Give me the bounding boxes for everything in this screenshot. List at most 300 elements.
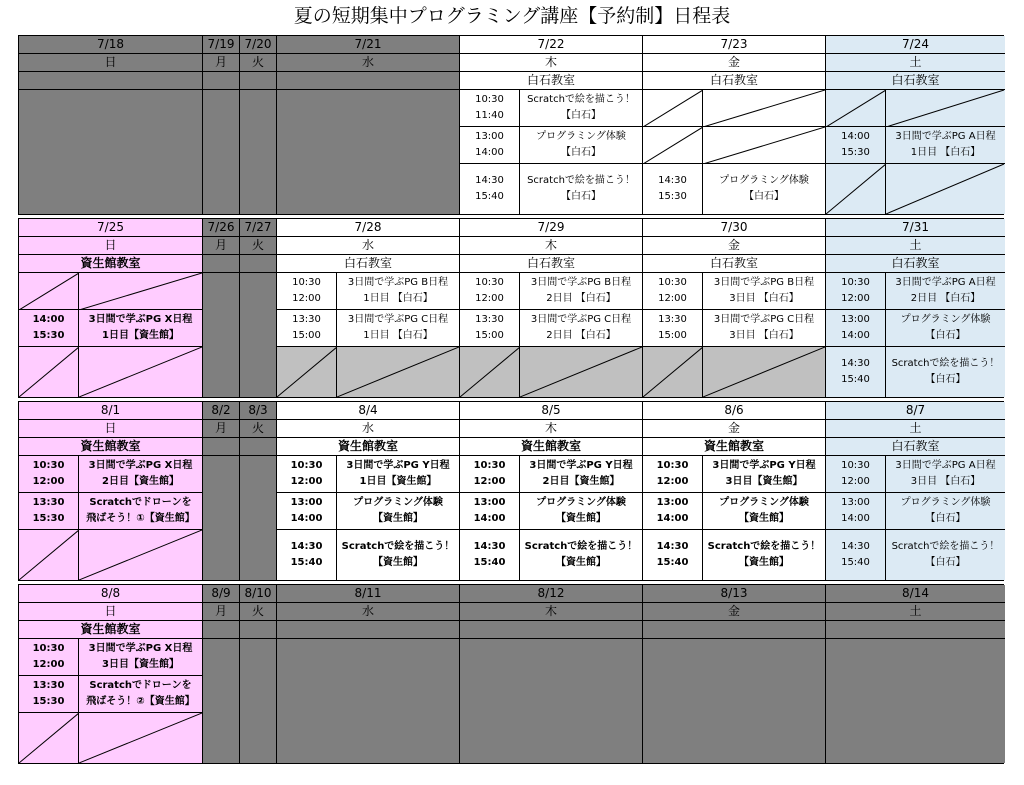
- weekday-cell: 水: [277, 54, 459, 72]
- unavailable-desc: [79, 530, 202, 580]
- weekday-cell: 火: [240, 420, 276, 438]
- unavailable-slash: [703, 127, 825, 163]
- date-cell: 7/25: [19, 219, 202, 237]
- slot-time: [643, 273, 703, 309]
- weekday-cell: 金: [643, 237, 825, 255]
- classroom-cell: 白石教室: [643, 72, 825, 90]
- unavailable-time: [19, 347, 79, 397]
- day-column: [460, 219, 643, 397]
- course-detail: 【資生館】: [373, 557, 423, 568]
- date-cell: 7/31: [826, 219, 1005, 237]
- weekday-cell: 金: [643, 603, 825, 621]
- course-detail: 【資生館】: [556, 513, 606, 524]
- unavailable-time: [643, 90, 703, 126]
- course-title: プログラミング体験: [719, 497, 809, 508]
- unavailable-slash: [643, 127, 702, 163]
- slot-description: [79, 456, 202, 492]
- weekday-cell: 月: [203, 420, 239, 438]
- weekday-cell: 土: [826, 420, 1005, 438]
- slot-time: [277, 273, 337, 309]
- end-time: 14:00: [475, 147, 504, 158]
- course-detail: 3日目【資生館】: [725, 476, 803, 487]
- end-time: 15:00: [658, 330, 687, 341]
- slot-description: [337, 493, 459, 529]
- slot-description: [79, 310, 202, 346]
- classroom-cell: 資生館教室: [19, 255, 202, 273]
- class-slot[interactable]: [826, 456, 1005, 493]
- course-title: プログラミング体験: [536, 497, 626, 508]
- unavailable-slot: [826, 90, 1005, 127]
- course-title: プログラミング体験: [900, 497, 991, 508]
- weekday-cell: 月: [203, 54, 239, 72]
- end-time: 15:30: [658, 191, 687, 202]
- weekday-cell: 水: [277, 237, 459, 255]
- start-time: 14:30: [841, 358, 870, 369]
- classroom-cell: [643, 621, 825, 639]
- date-cell: 8/13: [643, 585, 825, 603]
- slot-time: [277, 493, 337, 529]
- unavailable-slot: [643, 127, 825, 164]
- classroom-cell: [826, 621, 1005, 639]
- end-time: 12:00: [292, 293, 321, 304]
- classroom-cell: 白石教室: [643, 255, 825, 273]
- course-title: Scratchでドローンを: [89, 497, 192, 508]
- date-cell: 7/24: [826, 36, 1005, 54]
- class-slot[interactable]: [643, 456, 825, 493]
- day-column: [240, 36, 277, 214]
- course-title: 3日間で学ぶPG Y日程: [712, 460, 816, 471]
- weekday-cell: 火: [240, 603, 276, 621]
- course-detail: 1日目【資生館】: [102, 330, 179, 341]
- course-detail: 3日目 【白石】: [729, 293, 799, 304]
- slot-description: [337, 273, 459, 309]
- course-title: 3日間で学ぶPG C日程: [347, 314, 449, 325]
- date-cell: 8/5: [460, 402, 642, 420]
- start-time: 14:00: [32, 314, 65, 325]
- end-time: 12:00: [473, 476, 506, 487]
- weekday-cell: 日: [19, 603, 202, 621]
- classroom-cell: [240, 438, 276, 456]
- classroom-cell: [460, 621, 642, 639]
- day-column: [277, 219, 460, 397]
- class-slot[interactable]: [643, 273, 825, 310]
- weekday-cell: 木: [460, 420, 642, 438]
- course-title: 3日間で学ぶPG B日程: [713, 277, 815, 288]
- slot-description: [520, 273, 642, 309]
- weekday-cell: 土: [826, 603, 1005, 621]
- start-time: 10:30: [475, 94, 504, 105]
- class-slot[interactable]: [643, 530, 825, 580]
- unavailable-slash: [643, 90, 702, 126]
- end-time: 12:00: [290, 476, 323, 487]
- weekday-cell: 金: [643, 420, 825, 438]
- date-cell: 7/19: [203, 36, 239, 54]
- start-time: 13:00: [475, 131, 504, 142]
- weekday-cell: 火: [240, 54, 276, 72]
- slot-description: [337, 456, 459, 492]
- end-time: 12:00: [475, 293, 504, 304]
- end-time: 15:40: [656, 557, 689, 568]
- weekday-cell: 木: [460, 237, 642, 255]
- course-title: 3日間で学ぶPG X日程: [88, 314, 193, 325]
- course-detail: 【白石】: [925, 557, 966, 568]
- weekday-cell: 木: [460, 603, 642, 621]
- class-slot[interactable]: [826, 347, 1005, 397]
- unavailable-slash: [19, 347, 78, 397]
- start-time: 10:30: [32, 643, 65, 654]
- course-detail: 2日目【資生館】: [102, 476, 179, 487]
- weekday-cell: 土: [826, 54, 1005, 72]
- unavailable-desc: [337, 347, 459, 397]
- unavailable-desc: [79, 713, 202, 763]
- slot-time: [643, 493, 703, 529]
- end-time: 12:00: [32, 476, 65, 487]
- start-time: 10:30: [841, 460, 870, 471]
- start-time: 13:00: [841, 314, 870, 325]
- date-cell: 7/22: [460, 36, 642, 54]
- classroom-cell: 白石教室: [826, 72, 1005, 90]
- slot-time: [643, 310, 703, 346]
- course-detail: 2日目 【白石】: [546, 330, 616, 341]
- unavailable-slot: [460, 347, 642, 397]
- slot-time: [19, 676, 79, 712]
- day-column: [19, 585, 203, 763]
- end-time: 14:00: [656, 513, 689, 524]
- start-time: 13:30: [32, 497, 65, 508]
- unavailable-slot: [826, 164, 1005, 214]
- course-detail: 【白石】: [561, 110, 601, 121]
- class-slot[interactable]: [643, 164, 825, 214]
- unavailable-slash: [643, 347, 702, 397]
- date-cell: 7/29: [460, 219, 642, 237]
- date-cell: 8/3: [240, 402, 276, 420]
- end-time: 15:30: [32, 513, 65, 524]
- unavailable-slash: [19, 273, 78, 309]
- slot-description: [886, 347, 1005, 397]
- day-column: [240, 402, 277, 580]
- unavailable-slash: [886, 164, 1005, 214]
- slot-time: [460, 164, 520, 214]
- class-slot[interactable]: [277, 493, 459, 530]
- unavailable-desc: [703, 127, 825, 163]
- slot-description: [703, 164, 825, 214]
- course-title: 3日間で学ぶPG B日程: [530, 277, 632, 288]
- unavailable-slot: [643, 90, 825, 127]
- unavailable-slash: [886, 90, 1005, 126]
- weekday-cell: 木: [460, 54, 642, 72]
- start-time: 13:00: [656, 497, 689, 508]
- class-slot[interactable]: [643, 310, 825, 347]
- slot-time: [277, 530, 337, 580]
- slot-time: [277, 310, 337, 346]
- start-time: 14:30: [658, 175, 687, 186]
- day-column: [460, 402, 643, 580]
- day-column: [240, 219, 277, 397]
- weekday-cell: 火: [240, 237, 276, 255]
- day-column: [19, 219, 203, 397]
- course-detail: 【白石】: [925, 513, 966, 524]
- course-title: 3日間で学ぶPG B日程: [347, 277, 449, 288]
- day-column: [203, 585, 240, 763]
- course-title: 3日間で学ぶPG X日程: [88, 460, 193, 471]
- unavailable-time: [19, 273, 79, 309]
- course-detail: 飛ばそう！①【資生館】: [86, 513, 195, 524]
- unavailable-desc: [703, 90, 825, 126]
- classroom-cell: [203, 621, 239, 639]
- slot-time: [643, 530, 703, 580]
- date-cell: 8/11: [277, 585, 459, 603]
- unavailable-slot: [19, 273, 202, 310]
- date-cell: 7/21: [277, 36, 459, 54]
- slot-description: [886, 530, 1005, 580]
- classroom-cell: [203, 72, 239, 90]
- course-detail: 3日目 【白石】: [910, 476, 981, 487]
- unavailable-slash: [337, 347, 459, 397]
- course-detail: 2日目 【白石】: [910, 293, 981, 304]
- class-slot[interactable]: [277, 310, 459, 347]
- end-time: 15:30: [32, 696, 65, 707]
- course-title: Scratchで絵を描こう！: [527, 175, 635, 186]
- class-slot[interactable]: [460, 456, 642, 493]
- classroom-cell: 資生館教室: [19, 621, 202, 639]
- unavailable-slot: [19, 530, 202, 580]
- slot-time: [826, 530, 886, 580]
- class-slot[interactable]: [460, 164, 642, 214]
- slot-time: [826, 456, 886, 492]
- course-title: 3日間で学ぶPG Y日程: [346, 460, 450, 471]
- class-slot[interactable]: [277, 456, 459, 493]
- slot-description: [703, 530, 825, 580]
- day-column: [203, 219, 240, 397]
- slot-description: [520, 456, 642, 492]
- class-slot[interactable]: [460, 127, 642, 164]
- unavailable-desc: [79, 273, 202, 309]
- class-slot[interactable]: [460, 90, 642, 127]
- course-title: プログラミング体験: [900, 314, 991, 325]
- course-title: 3日間で学ぶPG Y日程: [529, 460, 633, 471]
- unavailable-slot: [277, 347, 459, 397]
- course-detail: 【資生館】: [556, 557, 606, 568]
- course-title: Scratchで絵を描こう！: [707, 541, 821, 552]
- slot-description: [703, 493, 825, 529]
- classroom-cell: 白石教室: [277, 255, 459, 273]
- slot-time: [277, 456, 337, 492]
- course-title: Scratchで絵を描こう！: [891, 358, 1000, 369]
- class-slot[interactable]: [643, 493, 825, 530]
- classroom-cell: 白石教室: [826, 255, 1005, 273]
- classroom-cell: [277, 72, 459, 90]
- day-column: [826, 585, 1005, 763]
- slot-time: [460, 127, 520, 163]
- weekday-cell: 土: [826, 237, 1005, 255]
- course-detail: 【資生館】: [739, 513, 789, 524]
- day-column: [460, 36, 643, 214]
- slot-time: [460, 273, 520, 309]
- classroom-cell: 資生館教室: [460, 438, 642, 456]
- week-block: [18, 401, 1004, 581]
- weekday-cell: 水: [277, 420, 459, 438]
- end-time: 15:40: [841, 557, 870, 568]
- slot-time: [826, 273, 886, 309]
- course-detail: 1日目【資生館】: [359, 476, 437, 487]
- course-detail: 【資生館】: [739, 557, 789, 568]
- start-time: 10:30: [473, 460, 506, 471]
- start-time: 13:00: [841, 497, 870, 508]
- date-cell: 8/9: [203, 585, 239, 603]
- week-block: [18, 584, 1004, 764]
- week-block: [18, 35, 1004, 215]
- day-column: [240, 585, 277, 763]
- end-time: 12:00: [656, 476, 689, 487]
- week-block: [18, 218, 1004, 398]
- end-time: 12:00: [658, 293, 687, 304]
- start-time: 13:00: [473, 497, 506, 508]
- date-cell: 8/10: [240, 585, 276, 603]
- unavailable-time: [826, 90, 886, 126]
- classroom-cell: 白石教室: [826, 438, 1005, 456]
- course-detail: 3日目【資生館】: [102, 659, 179, 670]
- date-cell: 7/26: [203, 219, 239, 237]
- unavailable-slash: [79, 347, 202, 397]
- class-slot[interactable]: [826, 530, 1005, 580]
- course-detail: 2日目【資生館】: [542, 476, 620, 487]
- end-time: 12:00: [32, 659, 65, 670]
- class-slot[interactable]: [460, 273, 642, 310]
- start-time: 10:30: [475, 277, 504, 288]
- class-slot[interactable]: [460, 530, 642, 580]
- day-column: [460, 585, 643, 763]
- course-title: 3日間で学ぶPG A日程: [895, 460, 996, 471]
- class-slot[interactable]: [19, 639, 202, 676]
- end-time: 15:30: [841, 147, 870, 158]
- course-title: 3日間で学ぶPG C日程: [530, 314, 632, 325]
- end-time: 14:00: [841, 330, 870, 341]
- course-title: 3日間で学ぶPG A日程: [895, 277, 996, 288]
- date-cell: 7/28: [277, 219, 459, 237]
- unavailable-time: [277, 347, 337, 397]
- course-detail: 【資生館】: [373, 513, 423, 524]
- slot-time: [19, 493, 79, 529]
- end-time: 15:40: [473, 557, 506, 568]
- class-slot[interactable]: [19, 456, 202, 493]
- unavailable-slash: [79, 273, 202, 309]
- unavailable-desc: [703, 347, 825, 397]
- date-cell: 8/1: [19, 402, 202, 420]
- weekday-cell: 日: [19, 237, 202, 255]
- class-slot[interactable]: [826, 310, 1005, 347]
- slot-description: [703, 310, 825, 346]
- classroom-cell: 資生館教室: [19, 438, 202, 456]
- class-slot[interactable]: [19, 493, 202, 530]
- class-slot[interactable]: [460, 310, 642, 347]
- start-time: 10:30: [658, 277, 687, 288]
- class-slot[interactable]: [19, 676, 202, 713]
- date-cell: 7/18: [19, 36, 202, 54]
- day-column: [643, 585, 826, 763]
- unavailable-slash: [703, 347, 825, 397]
- weekday-cell: 日: [19, 54, 202, 72]
- slot-description: [886, 493, 1005, 529]
- class-slot[interactable]: [826, 127, 1005, 164]
- class-slot[interactable]: [826, 493, 1005, 530]
- class-slot[interactable]: [277, 530, 459, 580]
- class-slot[interactable]: [277, 273, 459, 310]
- unavailable-slash: [19, 530, 78, 580]
- start-time: 10:30: [292, 277, 321, 288]
- slot-description: [79, 493, 202, 529]
- course-detail: 1日目 【白石】: [910, 147, 981, 158]
- classroom-cell: [277, 621, 459, 639]
- start-time: 13:00: [290, 497, 323, 508]
- course-title: Scratchで絵を描こう！: [524, 541, 638, 552]
- weekday-cell: 月: [203, 603, 239, 621]
- start-time: 10:30: [841, 277, 870, 288]
- course-title: 3日間で学ぶPG X日程: [88, 643, 193, 654]
- start-time: 13:30: [292, 314, 321, 325]
- date-cell: 8/14: [826, 585, 1005, 603]
- course-detail: 【白石】: [925, 330, 966, 341]
- day-column: [19, 36, 203, 214]
- course-title: プログラミング体験: [536, 131, 626, 142]
- unavailable-slot: [19, 347, 202, 397]
- slot-description: [520, 127, 642, 163]
- day-column: [826, 36, 1005, 214]
- course-title: プログラミング体験: [719, 175, 809, 186]
- slot-description: [886, 127, 1005, 163]
- slot-time: [19, 310, 79, 346]
- unavailable-slot: [19, 713, 202, 763]
- day-column: [277, 402, 460, 580]
- unavailable-slash: [826, 164, 885, 214]
- day-column: [277, 36, 460, 214]
- end-time: 15:30: [32, 330, 65, 341]
- unavailable-desc: [886, 164, 1005, 214]
- weekday-cell: 月: [203, 237, 239, 255]
- unavailable-desc: [79, 347, 202, 397]
- slot-time: [460, 90, 520, 126]
- slot-description: [520, 530, 642, 580]
- day-column: [643, 402, 826, 580]
- course-title: 3日間で学ぶPG A日程: [895, 131, 996, 142]
- course-title: Scratchで絵を描こう！: [341, 541, 455, 552]
- date-cell: 7/20: [240, 36, 276, 54]
- slot-description: [703, 273, 825, 309]
- weekday-cell: 水: [277, 603, 459, 621]
- slot-description: [703, 456, 825, 492]
- day-column: [643, 219, 826, 397]
- end-time: 14:00: [841, 513, 870, 524]
- start-time: 10:30: [32, 460, 65, 471]
- unavailable-time: [19, 530, 79, 580]
- unavailable-slash: [703, 90, 825, 126]
- class-slot[interactable]: [19, 310, 202, 347]
- unavailable-slash: [79, 713, 202, 763]
- slot-description: [520, 90, 642, 126]
- course-detail: 【白石】: [561, 191, 601, 202]
- end-time: 15:40: [290, 557, 323, 568]
- unavailable-slot: [643, 347, 825, 397]
- day-column: [203, 402, 240, 580]
- unavailable-desc: [886, 90, 1005, 126]
- date-cell: 8/6: [643, 402, 825, 420]
- unavailable-time: [643, 127, 703, 163]
- course-detail: 2日目 【白石】: [546, 293, 616, 304]
- class-slot[interactable]: [826, 273, 1005, 310]
- end-time: 15:40: [841, 374, 870, 385]
- end-time: 15:00: [475, 330, 504, 341]
- slot-description: [886, 310, 1005, 346]
- class-slot[interactable]: [460, 493, 642, 530]
